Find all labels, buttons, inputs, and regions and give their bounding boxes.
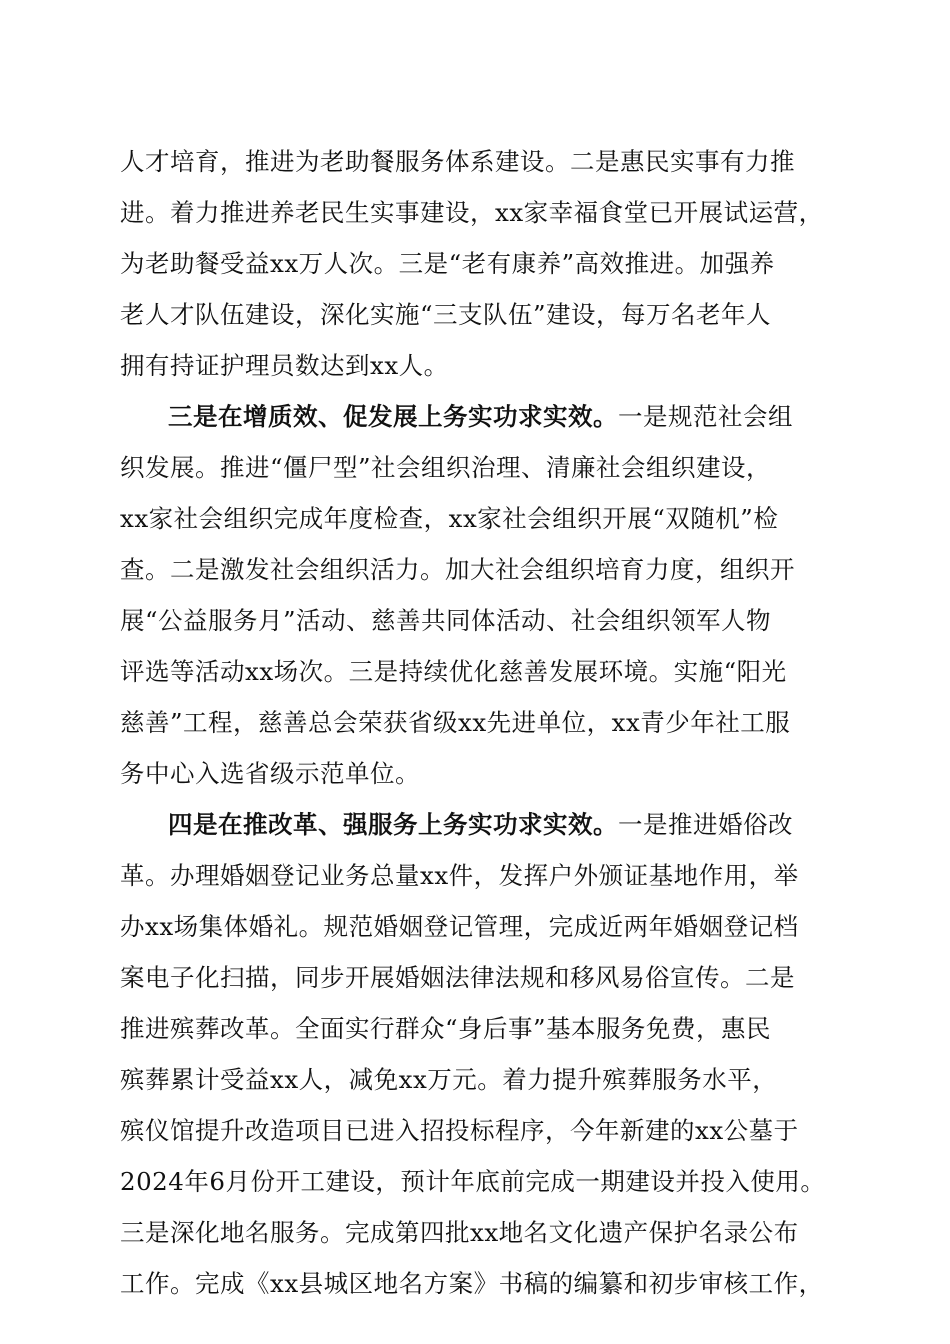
section-heading: 三是在增质效、促发展上务实功求实效。 — [168, 402, 618, 431]
text-line: 殡仪馆提升改造项目已进入招投标程序，今年新建的xx公墓于 — [120, 1116, 799, 1145]
text-line: 案电子化扫描，同步开展婚姻法律法规和移风易俗宣传。二是 — [120, 963, 795, 992]
text-line: 殡葬累计受益xx人，减免xx万元。着力提升殡葬服务水平， — [120, 1065, 778, 1094]
section-heading: 四是在推改革、强服务上务实功求实效。 — [168, 810, 618, 839]
text-span: 一是推进婚俗改 — [618, 810, 793, 839]
text-span: 一是规范社会组 — [618, 402, 793, 431]
text-line: 人才培育，推进为老助餐服务体系建设。二是惠民实事有力推 — [120, 147, 795, 176]
text-line: 慈善”工程，慈善总会荣获省级xx先进单位，xx青少年社工服 — [120, 708, 791, 737]
text-line: 为老助餐受益xx万人次。三是“老有康养”高效推进。加强养 — [120, 249, 775, 278]
text-line: 工作。完成《xx县城区地名方案》书稿的编纂和初步审核工作， — [120, 1269, 824, 1298]
paragraph-start-line — [168, 397, 832, 437]
text-line: 拥有持证护理员数达到xx人。 — [120, 351, 449, 380]
text-line: 2024年6月份开工建设，预计年底前完成一期建设并投入使用。 — [120, 1167, 826, 1196]
text-line: xx家社会组织完成年度检查，xx家社会组织开展“双随机”检 — [120, 504, 779, 533]
text-line: 展“公益服务月”活动、慈善共同体活动、社会组织领军人物 — [120, 606, 772, 635]
text-line: 推进殡葬改革。全面实行群众“身后事”基本服务免费，惠民 — [120, 1014, 772, 1043]
text-line: 查。二是激发社会组织活力。加大社会组织培育力度，组织开 — [120, 555, 795, 584]
text-line: 务中心入选省级示范单位。 — [120, 759, 420, 788]
text-line: 三是深化地名服务。完成第四批xx地名文化遗产保护名录公布 — [120, 1218, 799, 1247]
text-line: 进。着力推进养老民生实事建设，xx家幸福食堂已开展试运营， — [120, 198, 824, 227]
text-line: 办xx场集体婚礼。规范婚姻登记管理，完成近两年婚姻登记档 — [120, 912, 799, 941]
text-line: 革。办理婚姻登记业务总量xx件，发挥户外颁证基地作用，举 — [120, 861, 799, 890]
text-line: 评选等活动xx场次。三是持续优化慈善发展环境。实施“阳光 — [120, 657, 787, 686]
text-line: 老人才队伍建设，深化实施“三支队伍”建设，每万名老年人 — [120, 300, 772, 329]
text-line: 织发展。推进“僵尸型”社会组织治理、清廉社会组织建设， — [120, 453, 772, 482]
paragraph-start-line — [168, 805, 832, 845]
